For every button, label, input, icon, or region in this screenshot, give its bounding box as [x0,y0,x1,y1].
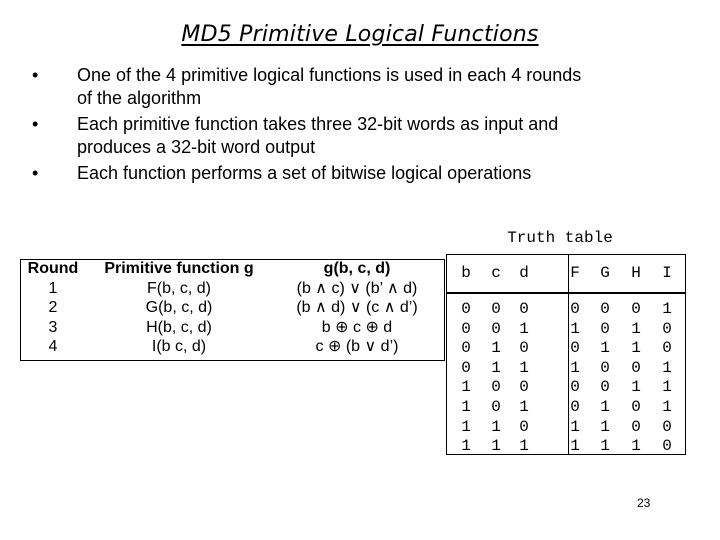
truth-cell: 1 [519,358,529,377]
bullet-item [32,113,672,159]
truth-cell: 0 [461,339,471,358]
primitive-cell: I(b c, d) [151,338,207,355]
truth-header-b: b [461,264,471,282]
truth-cell: 1 [662,358,672,377]
truth-cell: 0 [662,319,672,338]
truth-cell: 0 [491,319,501,338]
truth-cell: 1 [662,398,672,416]
truth-cell: 0 [491,378,501,397]
truth-cell: 1 [631,339,641,358]
truth-cell: 1 [519,437,529,456]
truth-table-caption: Truth table [507,229,613,247]
round-cell: 3 [48,318,58,336]
primitive-cell: G(b, c, d) [145,299,213,316]
truth-cell: 1 [461,398,471,416]
truth-cell: 0 [519,378,529,397]
expression-cell: (b ∧ c) ∨ (b’ ∧ d) [296,279,418,297]
truth-cell: 0 [631,300,641,318]
truth-cell: 0 [570,378,580,397]
truth-cell: 0 [461,300,471,318]
bullet-item [32,64,672,110]
truth-cell: 0 [519,417,529,436]
truth-cell: 0 [600,358,610,377]
function-table [20,259,445,361]
truth-cell: 0 [491,398,501,416]
page-number: 23 [637,496,651,510]
round-cell: 2 [48,299,58,316]
bullet-marker: • [32,65,39,85]
truth-cell: 1 [461,437,471,456]
truth-header-h: H [631,264,641,282]
primitive-cell: F(b, c, d) [146,279,211,297]
truth-cell: 1 [491,417,501,436]
truth-cell: 1 [600,437,610,456]
bullet-text-line: Each primitive function takes three 32-bit words as input and [77,114,559,134]
truth-cell: 1 [461,378,471,397]
round-cell: 1 [48,279,58,297]
truth-cell: 0 [600,319,610,338]
expression-cell: (b ∧ d) ∨ (c ∧ d’) [296,299,418,316]
round-header: Round [27,260,79,277]
slide-title: MD5 Primitive Logical Functions [181,22,539,47]
truth-cell: 1 [570,417,580,436]
expression-cell: b ⊕ c ⊕ d [321,318,393,336]
bullet-marker: • [32,163,39,183]
truth-cell: 1 [662,378,672,397]
truth-cell: 0 [461,358,471,377]
bullet-list [32,64,672,188]
truth-cell: 1 [570,437,580,456]
truth-cell: 1 [600,398,610,416]
truth-cell: 0 [570,300,580,318]
expression-cell: c ⊕ (b ∨ d’) [315,338,399,355]
primitive-header: Primitive function g [104,260,254,277]
expression-column [278,259,436,357]
bullet-item [32,162,672,185]
truth-cell: 0 [491,300,501,318]
truth-header-c: c [491,264,501,282]
truth-header-d: d [519,264,529,282]
round-column [20,259,86,357]
truth-cell: 0 [461,319,471,338]
truth-cell: 1 [491,437,501,456]
truth-cell: 0 [631,417,641,436]
truth-cell: 0 [662,339,672,358]
primitive-cell: H(b, c, d) [146,318,212,336]
round-cell: 4 [48,338,58,355]
truth-cell: 1 [600,339,610,358]
truth-cell: 1 [491,339,501,358]
truth-cell: 0 [662,417,672,436]
truth-cell: 0 [570,339,580,358]
truth-table-header-rule [447,292,685,294]
bullet-text-line: of the algorithm [77,88,202,108]
bullet-text-line: One of the 4 primitive logical functions is used in each 4 rounds [77,65,582,85]
truth-header-g: G [600,264,610,282]
truth-cell: 1 [461,417,471,436]
truth-cell: 0 [600,300,610,318]
truth-cell: 1 [662,300,672,318]
truth-cell: 1 [631,437,641,456]
truth-header-f: F [570,264,580,282]
truth-table [446,254,686,455]
truth-cell: 1 [570,358,580,377]
truth-cell: 1 [631,378,641,397]
expression-header: g(b, c, d) [323,260,391,277]
primitive-column [90,259,268,357]
truth-cell: 0 [570,398,580,416]
bullet-text-line: produces a 32-bit word output [77,137,316,157]
truth-cell: 1 [600,417,610,436]
truth-cell: 0 [662,437,672,456]
truth-cell: 1 [570,319,580,338]
truth-cell: 0 [519,339,529,358]
truth-cell: 1 [491,358,501,377]
truth-cell: 1 [519,398,529,416]
bullet-marker: • [32,114,39,134]
bullet-text-line: Each function performs a set of bitwise logical operations [77,163,532,183]
truth-cell: 1 [519,319,529,338]
truth-cell: 0 [519,300,529,318]
truth-cell: 1 [631,319,641,338]
truth-cell: 0 [631,398,641,416]
truth-cell: 0 [631,358,641,377]
truth-header-i: I [662,264,672,282]
truth-cell: 0 [600,378,610,397]
